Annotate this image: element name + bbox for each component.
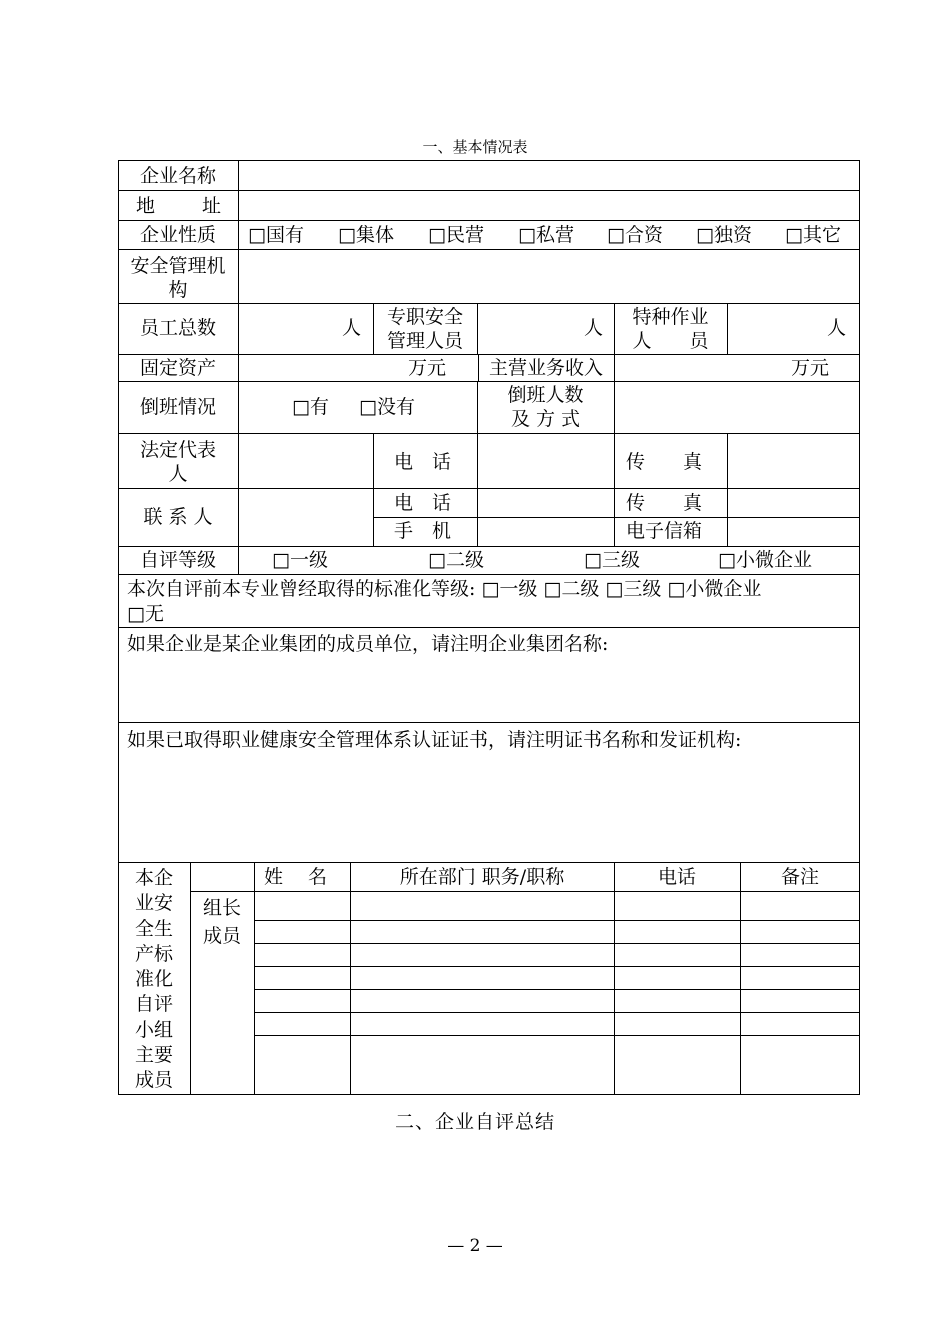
col-header-dept: 所在部门 职务/职称 xyxy=(399,866,565,888)
main-revenue-label: 主营业务收入 xyxy=(488,357,603,379)
legal-rep-label-2: 人 xyxy=(168,463,188,485)
fax-label: 传 真 xyxy=(626,492,703,514)
member-line xyxy=(254,943,860,944)
mobile-label: 手 机 xyxy=(394,520,452,542)
row-line xyxy=(118,546,860,547)
team-label-line: 主要 xyxy=(134,1044,173,1067)
nature-option-sole[interactable]: □独资 xyxy=(696,224,752,246)
phone-label: 电 话 xyxy=(394,451,452,473)
row-line xyxy=(373,517,860,518)
col-header-name: 姓 名 xyxy=(264,866,328,888)
nature-option-private[interactable]: □民营 xyxy=(428,224,484,246)
shift-count-label-2: 及 方 式 xyxy=(510,408,581,430)
row-line xyxy=(118,488,860,489)
col-line xyxy=(477,303,478,354)
col-line xyxy=(727,303,728,354)
nature-option-other[interactable]: □其它 xyxy=(785,224,841,246)
fixed-assets-label: 固定资产 xyxy=(139,357,216,379)
row-line xyxy=(118,303,860,304)
page-number: — 2 — xyxy=(447,1236,503,1256)
unit-person: 人 xyxy=(827,317,847,339)
contact-label: 联 系 人 xyxy=(143,506,213,528)
row-line xyxy=(118,433,860,434)
level-option-3[interactable]: □三级 xyxy=(584,549,640,571)
col-line xyxy=(727,433,728,546)
member-line xyxy=(254,1012,860,1013)
team-label xyxy=(118,866,190,1094)
shift-count-label: 倒班人数 xyxy=(507,384,584,406)
employees-label: 员工总数 xyxy=(139,317,216,339)
border-bottom xyxy=(118,1094,860,1095)
col-line xyxy=(614,433,615,546)
company-name-label: 企业名称 xyxy=(139,165,216,187)
safety-org-label: 安全管理机 xyxy=(130,255,226,277)
shift-no-option[interactable]: □没有 xyxy=(359,396,415,418)
group-note: 如果企业是某企业集团的成员单位，请注明企业集团名称: xyxy=(127,633,609,655)
member-line xyxy=(254,920,860,921)
fulltime-safety-label: 专职安全 xyxy=(386,306,463,328)
row-line xyxy=(118,722,860,723)
col-line xyxy=(614,381,615,433)
member-line xyxy=(254,1035,860,1036)
team-label-line: 产标 xyxy=(134,942,173,965)
members-label: 成员 xyxy=(202,925,241,947)
row-line xyxy=(118,249,860,250)
leader-label: 组长 xyxy=(202,897,241,919)
border-top xyxy=(118,160,860,161)
basic-info-table xyxy=(118,160,860,1095)
safety-org-label-2: 构 xyxy=(168,279,188,301)
team-label-line: 准化 xyxy=(134,968,173,991)
col-header-phone: 电话 xyxy=(657,866,696,888)
special-ops-label-2: 人 员 xyxy=(632,330,709,352)
nature-option-state[interactable]: □国有 xyxy=(248,224,304,246)
col-line xyxy=(350,862,351,1095)
row-line xyxy=(118,862,860,863)
phone-label: 电 话 xyxy=(394,492,452,514)
level-option-small[interactable]: □小微企业 xyxy=(718,549,812,571)
address-label-b: 址 xyxy=(202,195,222,217)
email-label: 电子信箱 xyxy=(626,520,703,542)
row-line xyxy=(118,381,860,382)
row-line xyxy=(118,220,860,221)
nature-option-individual[interactable]: □私营 xyxy=(518,224,574,246)
member-line xyxy=(254,989,860,990)
col-line xyxy=(614,862,615,1095)
self-level-label: 自评等级 xyxy=(139,549,216,571)
col-line xyxy=(477,433,478,546)
member-line xyxy=(254,966,860,967)
nature-option-collective[interactable]: □集体 xyxy=(338,224,394,246)
team-label-line: 全生 xyxy=(134,917,173,940)
cert-note: 如果已取得职业健康安全管理体系认证证书，请注明证书名称和发证机构: xyxy=(127,729,742,751)
prior-level-text: 本次自评前本专业曾经取得的标准化等级: □一级 □二级 □三级 □小微企业 xyxy=(127,578,762,600)
team-label-line: 业安 xyxy=(134,892,173,915)
row-line xyxy=(118,354,860,355)
section2-title: 二、企业自评总结 xyxy=(394,1111,555,1133)
unit-person: 人 xyxy=(342,317,362,339)
special-ops-label: 特种作业 xyxy=(632,306,709,328)
row-line xyxy=(118,574,860,575)
unit-person: 人 xyxy=(584,317,604,339)
shift-label: 倒班情况 xyxy=(139,396,216,418)
level-option-1[interactable]: □一级 xyxy=(272,549,328,571)
col-line xyxy=(254,862,255,1095)
shift-yes-option[interactable]: □有 xyxy=(292,396,329,418)
border-right xyxy=(859,160,860,1095)
col-header-remark: 备注 xyxy=(780,866,819,888)
level-option-2[interactable]: □二级 xyxy=(428,549,484,571)
unit-wan: 万元 xyxy=(791,357,830,379)
unit-wan: 万元 xyxy=(408,357,447,379)
prior-level-none-option[interactable]: □无 xyxy=(127,603,164,625)
fax-label: 传 真 xyxy=(626,451,703,473)
nature-label: 企业性质 xyxy=(139,224,216,246)
col-line xyxy=(740,862,741,1095)
col-line xyxy=(373,433,374,546)
team-label-line: 成员 xyxy=(134,1069,173,1092)
member-line xyxy=(190,891,860,892)
address-label-a: 地 xyxy=(136,195,156,217)
col-line xyxy=(614,354,615,381)
fulltime-safety-label-2: 管理人员 xyxy=(386,330,463,352)
col-line xyxy=(238,160,239,574)
row-line xyxy=(118,190,860,191)
team-label-line: 本企 xyxy=(134,867,173,889)
team-label-line: 自评 xyxy=(134,993,173,1016)
section1-title: 一、基本情况表 xyxy=(422,138,528,156)
row-line xyxy=(118,627,860,628)
legal-rep-label: 法定代表 xyxy=(139,439,216,461)
nature-option-joint[interactable]: □合资 xyxy=(607,224,663,246)
team-label-line: 小组 xyxy=(134,1018,173,1041)
